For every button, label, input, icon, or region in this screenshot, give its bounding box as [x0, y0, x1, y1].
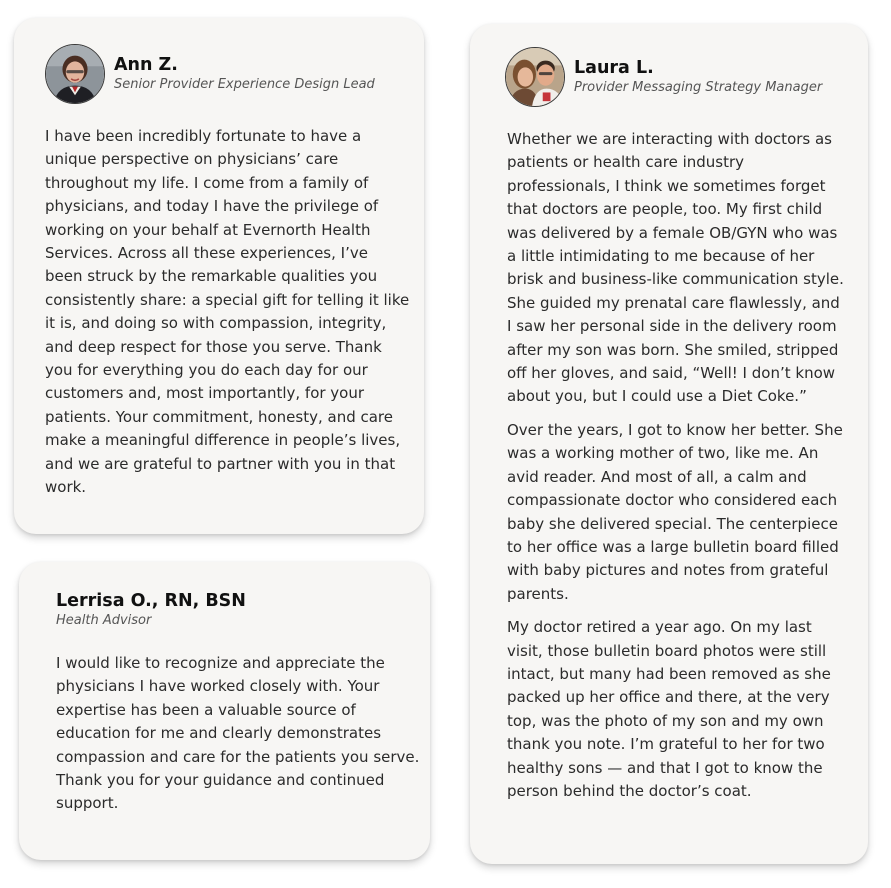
testimonial-paragraph: I would like to recognize and appreciate the physicians I have worked closely with. Your expertise has been a valuable source of education for me and clearly demonstrates compassion and care for the patients you serve. Thank you for your guidance and continued support.	[56, 654, 420, 813]
testimonial-body	[507, 128, 847, 803]
testimonial-header	[505, 47, 822, 107]
author-name: Laura L.	[574, 58, 654, 78]
avatar-laura	[505, 47, 565, 107]
author-name: Lerrisa O., RN, BSN	[56, 591, 246, 611]
testimonial-header-text	[574, 58, 822, 96]
author-title: Health Advisor	[56, 613, 152, 628]
testimonial-paragraph: I have been incredibly fortunate to have a unique perspective on physicians’ care throughout my life. I come from a family of physicians, and today I have the privilege of working on your behalf at Evernorth Health Services. Across all these experiences, I’ve been struck by the remarkable qualities you consistently share: a special gift for telling it like it is, and doing so with compassion, integrity, and deep respect for those you serve. Thank you for everything you do each day for our customers and, most importantly, for your patients. Your commitment, honesty, and care make a meaningful difference in people’s lives, and we are grateful to partner with you in that work.	[45, 127, 410, 497]
testimonial-card-ann	[14, 18, 424, 534]
testimonial-paragraph: Over the years, I got to know her better. She was a working mother of two, like me. An avid reader. And most of all, a calm and compassionate doctor who considered each baby she delivered special. The centerpiece to her office was a large bulletin board filled with baby pictures and notes from grateful parents.	[507, 420, 843, 603]
testimonial-card-laura	[470, 24, 868, 864]
testimonial-header-text	[114, 55, 375, 93]
portrait-couple-icon	[506, 48, 564, 106]
author-title: Senior Provider Experience Design Lead	[114, 77, 375, 92]
testimonial-paragraph: My doctor retired a year ago. On my last visit, those bulletin board photos were still intact, but many had been removed as she packed up her office and there, at the very top, was the photo of my son and my own thank you note. I’m grateful to her for two healthy sons — and that I got to know the person behind the doctor’s coat.	[507, 618, 831, 800]
testimonial-body	[45, 125, 410, 500]
avatar-ann	[45, 44, 105, 104]
author-title: Provider Messaging Strategy Manager	[574, 80, 823, 95]
testimonial-header	[45, 44, 375, 104]
testimonial-body	[56, 652, 421, 816]
testimonial-paragraph: Whether we are interacting with doctors as patients or health care industry professionals, I think we sometimes forget that doctors are people, too. My first child was delivered by a female OB/GYN who was a little intimidating to me because of her brisk and business-like communication style. She guided my prenatal care flawlessly, and I saw her personal side in the delivery room after my son was born. She smiled, stripped off her gloves, and said, “Well! I don’t know about you, but I could use a Diet Coke.”	[507, 130, 844, 406]
testimonial-card-lerrisa	[19, 562, 430, 860]
author-name: Ann Z.	[114, 55, 178, 75]
testimonial-header-text	[56, 591, 246, 629]
portrait-woman-icon	[46, 45, 104, 103]
